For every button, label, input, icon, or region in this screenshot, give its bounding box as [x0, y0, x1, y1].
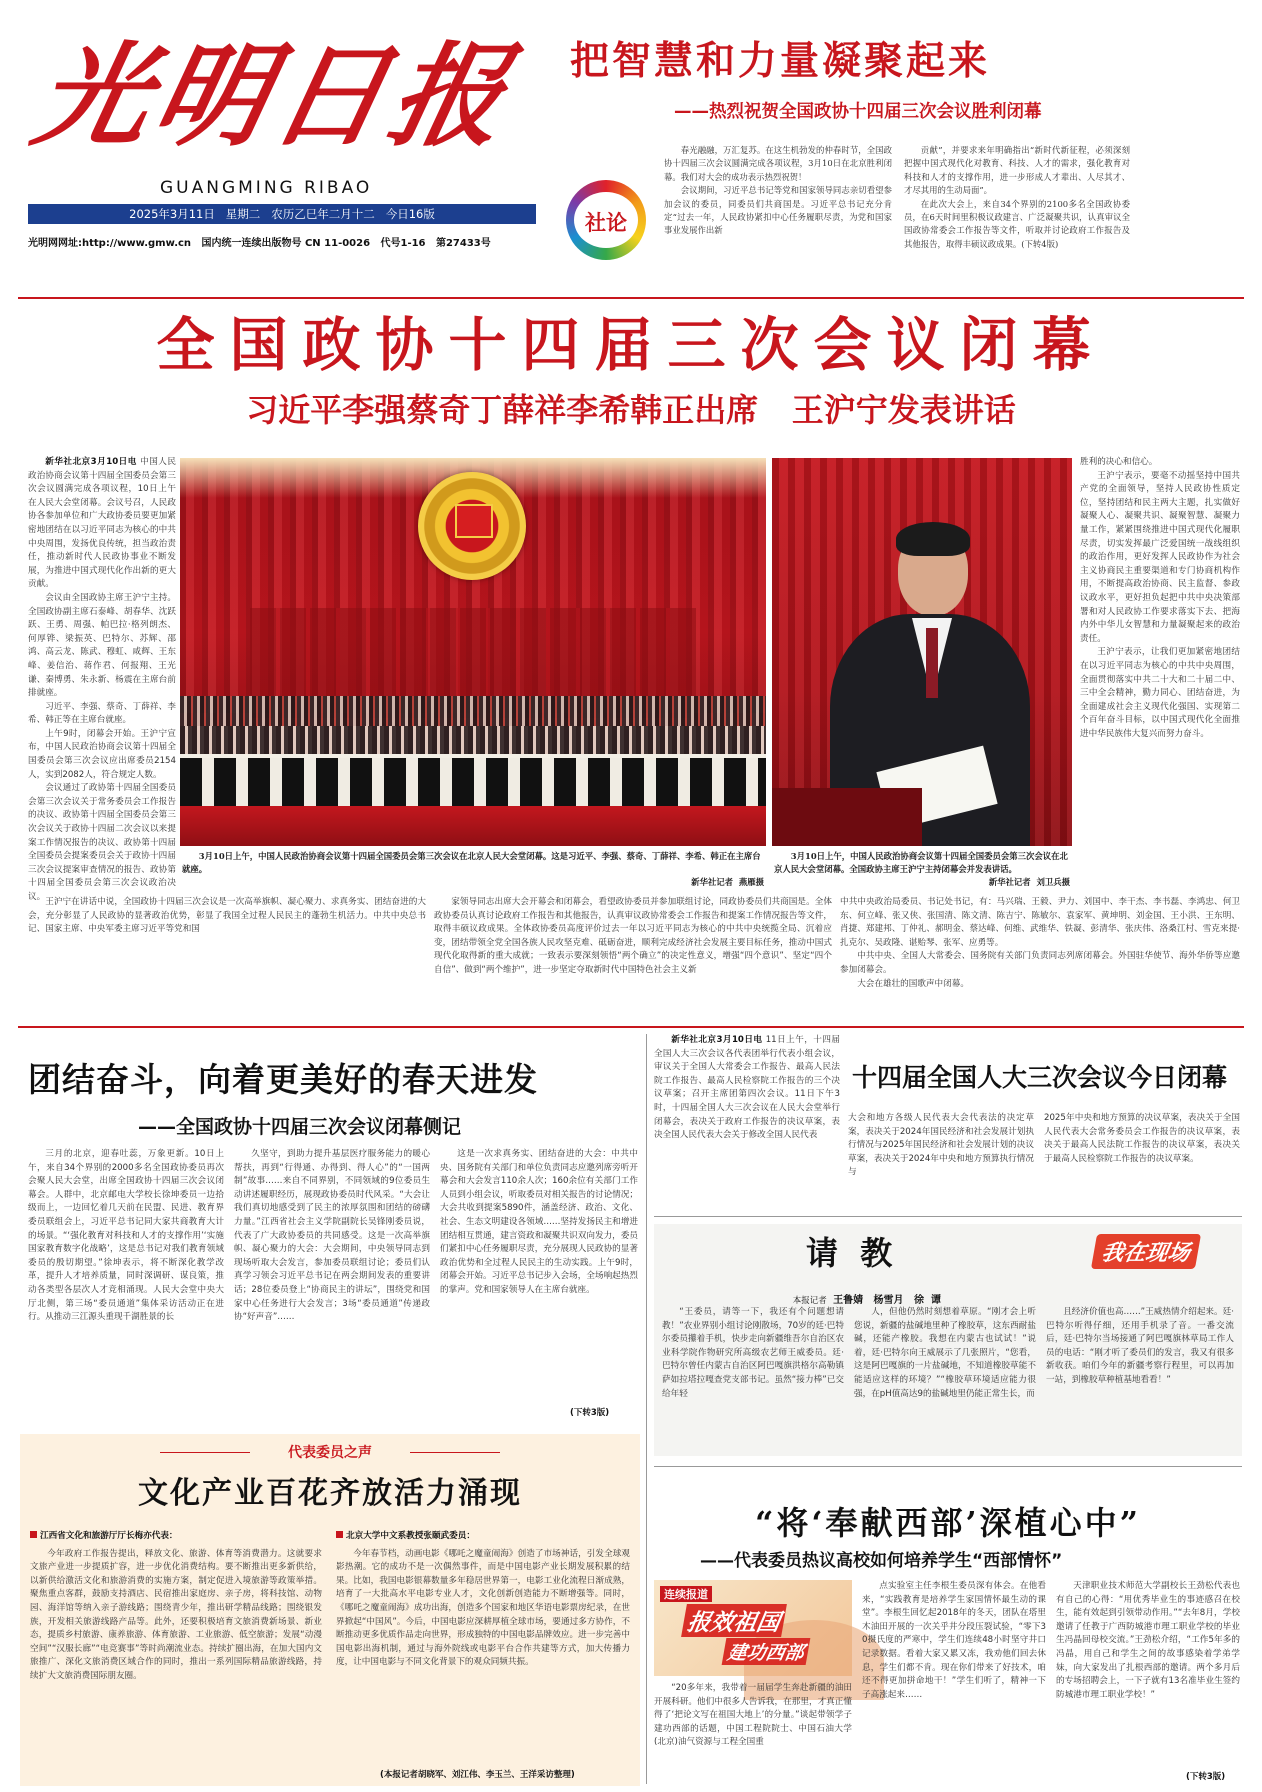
culture-col-2 [336, 1530, 630, 1766]
caption-hall-text: 3月10日上午，中国人民政治协商会议第十四届全国委员会第三次会议在北京人民大会堂闭幕。这是习近平、李强、蔡奇、丁薛祥、李希、韩正在主席台就座。 [182, 851, 761, 874]
culture-lead-icon [336, 1531, 343, 1538]
sidebar-col-2 [234, 1148, 430, 1418]
west-tag-sub: 建功西部 [722, 1638, 811, 1665]
main-bottom-col-1 [28, 896, 426, 1018]
photo-speaker [772, 458, 1072, 846]
npc-bottom-rule [654, 1216, 1242, 1217]
sidebar-paragraph: 三月的北京，迎春吐蕊，万象更新。10日上午，来自34个界别的2000多名全国政协委员再次会聚人民大会堂，出席全国政协十四届三次会议闭幕会。人群中，北京邮电大学校长徐坤委员一边拾级而上，一边回忆着几天前在民盟、民进、教育界委员联组会上，习近平总书记同大家共商教育大计的场景。“‘强化教育对科技和人才的支撑作用’‘实施国家教育数字化战略’，这是总书记对我们教育领域委员的殷切期望。”徐坤表示，将不断深化教学改革，提升人才培养质量，同时深调研、谋良策，推动各类型各层次人才竞相涌现。人民大会堂中央大厅北侧，第三场“委员通道”集体采访活动正在进行。从推动三江源头重现千湖胜景的长 [28, 1149, 224, 1323]
west-paragraph: “20多年来，我带着一届届学生奔赴新疆的油田开展科研。他们中很多人告诉我，在那里，才真正懂得了‘把论文写在祖国大地上’的分量。”谈起带领学子建功西部的话题，中国工程院院士、中国石油大学(北京)油气资源与工程全国重 [654, 1683, 852, 1748]
npc-paragraph: 新华社北京3月10日电 11日上午，十四届全国人大三次会议各代表团举行代表小组会议，审议关于全国人大常委会工作报告、最高人民法院工作报告、最高人民检察院工作报告的三个决议草案；召开主席团第四次会议。11日下午3时，十四届全国人大三次会议在人民大会堂举行闭幕会，表决关于政府工作报告的决议草案，表决全国人民代表大会关于修改全国人民代表 [654, 1035, 840, 1141]
inquiry-col-1 [662, 1306, 844, 1450]
sidebar-col-3 [440, 1148, 638, 1406]
main-headline: 全国政协十四届三次会议闭幕 [156, 311, 1106, 379]
main-paragraph: 王沪宁在讲话中说，全国政协十四届三次会议是一次高举旗帜、凝心聚力、求真务实、团结奋进的大会，充分彰显了人民政协的显著政治优势，彰显了我国全过程人民民主的蓬勃生机活力。中共中央总书记、国家主席、中央军委主席习近平等党和国 [28, 897, 426, 935]
main-dateline: 新华社北京3月10日电 [45, 457, 137, 467]
main-bottom-col-3 [840, 896, 1240, 1018]
culture-kicker: 代表委员之声 [250, 1442, 410, 1462]
inquiry-byline-names: 王鲁婧 杨雪月 徐 谭 [833, 1295, 941, 1306]
date-line: 2025年3月11日 星期二 农历乙巳年二月十二 今日16版 [129, 207, 435, 221]
inquiry-paragraph: “王委员，请等一下，我还有个问题想请教！”农业界别小组讨论刚散场，70岁的廷·巴特尔委员攥着手机，快步走向新疆维吾尔自治区农业科学院作物研究所高级农艺师王威委员。廷·巴特尔曾任内蒙古自治区阿巴嘎旗洪格尔高勒镇萨如拉塔拉嘎查党支部书记。虽然“接力棒”已交给年轻 [662, 1307, 844, 1399]
main-paragraph: 家领导同志出席大会开幕会和闭幕会，看望政协委员并参加联组讨论，同政协委员们共商国是。全体政协委员认真讨论政府工作报告和其他报告，认真审议政协常委会工作报告和提案工作情况报告等文件，取得丰硕议政成果。全体政协委员高度评价过去一年以习近平同志为核心的中共中央统揽全局、沉着应变，团结带领全党全国各族人民攻坚克难、砥砺奋进，顺利完成经济社会发展主要目标任务，推动中国式现代化取得新的重大成就；一致表示要深刻领悟“两个确立”的决定性意义，增强“四个意识”、坚定“四个自信”、做到“两个维护”，进一步坚定夺取新时代中国特色社会主义新 [434, 897, 832, 975]
sidebar-headline: 团结奋斗，向着更美好的春天进发 [28, 1060, 538, 1099]
masthead-logo: 光明日报 [24, 31, 525, 162]
caption-hall [182, 850, 764, 892]
editorial-col-2 [904, 144, 1130, 268]
inquiry-col-2 [854, 1306, 1036, 1450]
west-tag [654, 1580, 852, 1676]
main-paragraph: 胜利的决心和信心。 [1080, 457, 1158, 467]
main-paragraph: 中共中央政治局委员、书记处书记，有：马兴瑞、王毅、尹力、刘国中、李干杰、李书磊、李鸿忠、何卫东、何立峰、张又侠、张国清、陈文清、陈吉宁、陈敏尔、袁家军、黄坤明、刘金国、王小洪、王东明、肖捷、郑建邦、丁仲礼、郝明金、蔡达峰、何维、武维华、铁凝、彭清华、张庆伟、洛桑江村、雪克来提·扎克尔、吴政隆、谌贻琴、张军、应勇等。 [840, 897, 1240, 948]
masthead [24, 20, 538, 265]
main-paragraph: 王沪宁表示，让我们更加紧密地团结在以习近平同志为核心的中共中央周围，全面贯彻落实中共二十大和二十届二中、三中全会精神，勤力同心、团结奋进，为全面建成社会主义现代化强国、实现第二个百年奋斗目标，以中国式现代化全面推进中华民族伟大复兴而努力奋斗。 [1080, 647, 1240, 739]
editorial-paragraph: 会议期间，习近平总书记等党和国家领导同志亲切看望参加会议的委员，同委员们共商国是。习近平总书记充分肯定“过去一年，人民政协紧扣中心任务履职尽责，为党和国家事业发展作出新 [664, 185, 892, 236]
column-divider [646, 1034, 647, 1784]
west-col-2 [862, 1580, 1046, 1782]
inquiry-headline: 请 教 [806, 1234, 893, 1272]
editorial-headline: 把智慧和力量凝聚起来 [570, 39, 991, 84]
npc-col-3 [1044, 1112, 1240, 1210]
inquiry-paragraph: 且经济价值也高……”王威热情介绍起来。廷·巴特尔听得仔细，还用手机录了音。一番交流后，廷·巴特尔当场接通了阿巴嘎旗林草局工作人员的电话：“刚才听了委员们的发言，我又有很多新收获。咱们今年的新疆考察行程里，可以再加一站，到橡胶草种植基地看看！” [1046, 1307, 1234, 1385]
main-paragraph: 新华社北京3月10日电 中国人民政治协商会议第十四届全国委员会第三次会议圆满完成各项议程，10日上午在人民大会堂闭幕。会议号召，人民政协各参加单位和广大政协委员要更加紧密地团结在以习近平同志为核心的中共中央周围，发扬优良传统，担当政治责任，推动新时代人民政协事业不断发展，为推进中国式现代化作出新的更大贡献。 [28, 457, 176, 590]
top-rule [18, 297, 1244, 299]
npc-paragraph: 2025年中央和地方预算的决议草案，表决关于全国人民代表大会常务委员会工作报告的决议草案，表决关于最高人民法院工作报告的决议草案，表决关于最高人民检察院工作报告的决议草案。 [1044, 1113, 1240, 1164]
west-headline: “将‘奉献西部’深植心中” [754, 1504, 1142, 1542]
npc-headline: 十四届全国人大三次会议今日闭幕 [852, 1063, 1228, 1092]
culture-credit: (本报记者胡晓军、刘江伟、李玉兰、王洋采访整理) [380, 1770, 575, 1780]
sidebar-paragraph: 久坚守，到助力提升基层医疗服务能力的暖心帮扶，再到“行得通、办得到、得人心”的“一国两制”故事……来自不同界别，不同领域的9位委员生动讲述履职经历，展现政协委员时代风采。“大会让我们真切地感受到了民主的浓厚氛围和团结的磅礴力量。”江西省社会主义学院副院长吴锋刚委员说，代表了广大政协委员的共同感受。这是一次高举旗帜、凝心聚力的大会：大会期间，中央领导同志到现场听取大会发言，参加委员联组讨论；委员们认真学习领会习近平总书记在两会期间发表的重要讲话；28位委员登上“协商民主的讲坛”，围绕党和国家中心任务进行大会发言；3场“委员通道”传递政协“好声音”…… [234, 1149, 430, 1323]
main-bottom-rule [18, 1026, 1244, 1028]
sidebar-subhead: ——全国政协十四届三次会议闭幕侧记 [138, 1116, 462, 1138]
culture-headline: 文化产业百花齐放活力涌现 [138, 1476, 522, 1511]
culture-box [20, 1434, 640, 1786]
inquiry-badge: 我在现场 [1091, 1234, 1201, 1269]
west-col-1 [654, 1682, 852, 1782]
photo-hall [180, 458, 766, 846]
west-subhead: ——代表委员热议高校如何培养学生“西部情怀” [700, 1551, 1063, 1571]
culture-col-1 [30, 1530, 322, 1778]
west-tag-main: 报效祖国 [681, 1604, 787, 1637]
npc-col-2 [848, 1112, 1034, 1210]
west-col-3 [1056, 1580, 1240, 1768]
masthead-date-bar [28, 204, 536, 224]
npc-col-1 [654, 1034, 840, 1210]
npc-dateline: 新华社北京3月10日电 [671, 1035, 763, 1045]
main-right-column [1080, 456, 1240, 894]
caption-speaker [774, 850, 1070, 892]
credit-speaker: 新华社记者 刘卫兵摄 [988, 877, 1070, 887]
main-bottom-col-2 [434, 896, 832, 1018]
culture-lead-1: 江西省文化和旅游厅厅长梅亦代表： [30, 1530, 322, 1544]
editorial-section [562, 26, 1248, 270]
culture-paragraph: 今年政府工作报告提出，释放文化、旅游、体育等消费潜力。这就要求文旅产业进一步提质扩容，进一步优化消费结构。要不断推出更多新供给，以新供给激活文化和旅游消费的实施方案，制定促进入境旅游等政策举措。聚焦重点客群，鼓励支持酒店、民宿推出家庭房、亲子房，将科技馆、动物园、海洋馆等纳入亲子游线路；围绕青少年，推出研学精品线路；围绕银发族，开发相关旅游线路产品等。此外，还要积极培育文旅消费新场景、新业态，提质乡村旅游、康养旅游、体育旅游、工业旅游、低空旅游；发展“动漫空间”“汉服长廊”“电竞赛事”等时尚潮流业态。持续扩圈出海，在加大国内文旅推广、深化文旅消费区域合作的同时，推出一系列国际精品旅游线路，持续扩大文旅消费国际朋友圈。 [30, 1548, 322, 1681]
inquiry-col-3 [1046, 1306, 1234, 1450]
editorial-paragraph: 春光融融，万汇复苏。在这生机勃发的仲春时节，全国政协十四届三次会议圆满完成各项议程，3月10日在北京胜利闭幕。我们对大会的成功表示热烈祝贺！ [664, 145, 892, 182]
main-paragraph: 大会在雄壮的国歌声中闭幕。 [857, 978, 969, 989]
main-paragraph: 会议由全国政协主席王沪宁主持。全国政协副主席石泰峰、胡春华、沈跃跃、王勇、周强、帕巴拉·格列朗杰、何厚铧、梁振英、巴特尔、苏辉、邵鸿、高云龙、陈武、穆虹、咸辉、王东峰、姜信治、蒋作君、何报翔、王光谦、秦博勇、朱永新、杨震在主席台前排就座。 [28, 592, 176, 699]
cppcc-emblem [418, 472, 526, 580]
west-tag-top: 连续报道 [660, 1586, 712, 1602]
editorial-paragraph: 贡献”，并要求来年明确指出“新时代新征程，必须深刻把握中国式现代化对教育、科技、人才的需求，强化教育对科技和人才的支撑作用，进一步形成人才辈出、人尽其才、才尽其用的生动局面”。 [904, 145, 1130, 196]
main-paragraph: 习近平、李强、蔡奇、丁薛祥、李希、韩正等在主席台就座。 [28, 701, 176, 726]
editorial-col-1 [664, 144, 892, 268]
main-subhead: 习近平李强蔡奇丁薛祥李希韩正出席 王沪宁发表讲话 [246, 391, 1016, 429]
sidebar-paragraph: 这是一次求真务实、团结奋进的大会：中共中央、国务院有关部门和单位负责同志应邀列席旁听开幕会和大会发言110余人次；160余位有关部门工作人员到小组会议，听取委员对相关报告的讨论情况；大会共收到提案5890件，涵盖经济、政治、文化、社会、生态文明建设各领域……坚持发扬民主和增进团结相互贯通，建言资政和凝聚共识双向发力，委员们紧扣中心任务履职尽责，充分展现人民政协的显著政治优势和全过程人民民主的生动实践。上午9时，闭幕会开始。习近平总书记步入会场，全场响起热烈的掌声。党和国家领导人在主席台就座。 [440, 1149, 638, 1295]
sidebar-col-1 [28, 1148, 224, 1418]
caption-speaker-text: 3月10日上午，中国人民政治协商会议第十四届全国委员会第三次会议在北京人民大会堂闭幕。全国政协主席王沪宁主持闭幕会并发表讲话。 [774, 851, 1068, 874]
culture-lead-2: 北京大学中文系教授张颐武委员： [336, 1530, 630, 1544]
culture-lead-icon [30, 1531, 37, 1538]
info-line: 光明网网址:http://www.gmw.cn 国内统一连续出版物号 CN 11-0026 代号1-16 第27433号 [28, 238, 491, 249]
editorial-subhead: ——热烈祝贺全国政协十四届三次会议胜利闭幕 [674, 102, 1042, 122]
masthead-pinyin: GUANGMING RIBAO [160, 178, 373, 198]
main-left-column [28, 456, 176, 902]
inquiry-box [654, 1224, 1242, 1456]
inquiry-byline-label: 本报记者 [792, 1296, 827, 1306]
editorial-badge-label: 社论 [585, 210, 627, 235]
west-paragraph: 点实验室主任李根生委员深有体会。在他看来，“实践教育是培养学生家国情怀最生动的课堂”。李根生回忆起2018年的冬天，团队在塔里木油田开展的一次关乎井分段压裂试验，“零下30摄氏度的严寒中，学生们连续48小时坚守井口记录数据。看着大家又累又冻，我劝他们回去休息，学生们都不肯。现在你们带来了好技术，咱还不得更加拼命地干！”学生们听了，精神一下子高涨起来…… [862, 1581, 1046, 1700]
npc-paragraph: 大会和地方各级人民代表大会代表法的决定草案，表决关于2024年国民经济和社会发展计划执行情况与2025年国民经济和社会发展计划的决议草案，表决关于2024年中央和地方预算执行情况与 [848, 1113, 1034, 1178]
west-continued: (下转3版) [1186, 1772, 1226, 1782]
main-paragraph: 会议通过了政协第十四届全国委员会第三次会议关于常务委员会工作报告的决议、政协第十四届全国委员会第三次会议关于政协十四届二次会议以来提案工作情况报告的决议、政协第十四届全国委员会提案委员会关于政协十四届三次会议提案审查情况的报告、政协第十四届全国委员会第三次会议政治决议。 [28, 783, 176, 902]
inquiry-paragraph: 人，但他仍然时刻想着草原。“刚才会上听您说，新疆的盐碱地里种了橡胶草，这东西耐盐碱，还能产橡胶。我想在内蒙古也试试！”说着，廷·巴特尔向王威展示了几张照片，“您看，这是阿巴嘎旗的一片盐碱地，不知道橡胶草能不能适应这样的环境？”“橡胶草环境适应能力很强，在pH值高达9的盐碱地里仍能正常生长，而 [854, 1307, 1036, 1399]
culture-paragraph: 今年春节档，动画电影《哪吒之魔童闹海》创造了市场神话，引发全球观影热潮。它的成功不是一次偶然事件，而是中国电影产业长期发展积累的结果。比如，我国电影银幕数量多年稳居世界第一，电影工业化流程日渐成熟，培育了一大批高水平电影专业人才，文化创新创造能力不断增强等。同时，《哪吒之魔童闹海》成功出海，创造多个国家和地区华语电影票房纪录，在世界掀起“中国风”。今后，中国电影应深耕厚植全球市场，要通过多方协作，不断推动更多优质作品走向世界，形成独特的中国电影品牌效应。进一步完善中国电影出海机制，通过与海外院线或电影平台合作共建等方式，加大传播力度，让中国电影与不同文化背景下的观众同频共振。 [336, 1548, 630, 1668]
credit-hall: 新华社记者 燕雁摄 [691, 877, 764, 887]
editorial-badge [566, 180, 646, 260]
editorial-paragraph: 在此次大会上，来自34个界别的2100多名全国政协委员，在6天时间里积极议政建言、广泛凝聚共识，认真审议全国政协常委会工作报告等文件，听取并讨论政府工作报告及其他报告，取得丰硕议政成果。(下转4版) [904, 198, 1130, 249]
west-paragraph: 天津职业技术师范大学副校长王劲松代表也有自己的心得：“用优秀毕业生的事迹感召在校生，能有效起到引领带动作用。”“去年8月，学校邀请了任教于广西防城港市理工职业学校的毕业生冯晶回母校交流。”王劲松介绍，“工作5年多的冯晶，用自己和学生之间的故事感染着学弟学妹，向大家发出了扎根西部的邀请。两个多月后的专场招聘会上，一下子就有13名准毕业生签约防城港市理工职业学校！” [1056, 1581, 1240, 1700]
main-paragraph: 王沪宁表示，要毫不动摇坚持中国共产党的全面领导，坚持人民政协性质定位，坚持团结和民主两大主题，扎实做好凝聚人心、凝聚共识、凝聚智慧、凝聚力量工作，紧紧围绕推进中国式现代化履职尽责，切实发挥最广泛爱国统一战线组织的政治作用，更好发挥人民政协作为社会主义协商民主重要渠道和专门协商机构作用，不断提高政治协商、民主监督、参政议政水平，更好担负起把中共中央决策部署和对人民政协工作要求落实下去、把海内外中华儿女智慧和力量凝聚起来的政治责任。 [1080, 470, 1240, 644]
main-paragraph: 中共中央、全国人大常委会、国务院有关部门负责同志列席闭幕会。外国驻华使节、海外华侨等应邀参加闭幕会。 [840, 951, 1240, 975]
west-top-rule [654, 1466, 1242, 1467]
main-paragraph: 上午9时，闭幕会开始。王沪宁宣布，中国人民政治协商会议第十四届全国委员会第三次会议应出席委员2154人，实到2082人，符合规定人数。 [28, 728, 176, 780]
sidebar-continued: (下转3版) [570, 1408, 610, 1418]
